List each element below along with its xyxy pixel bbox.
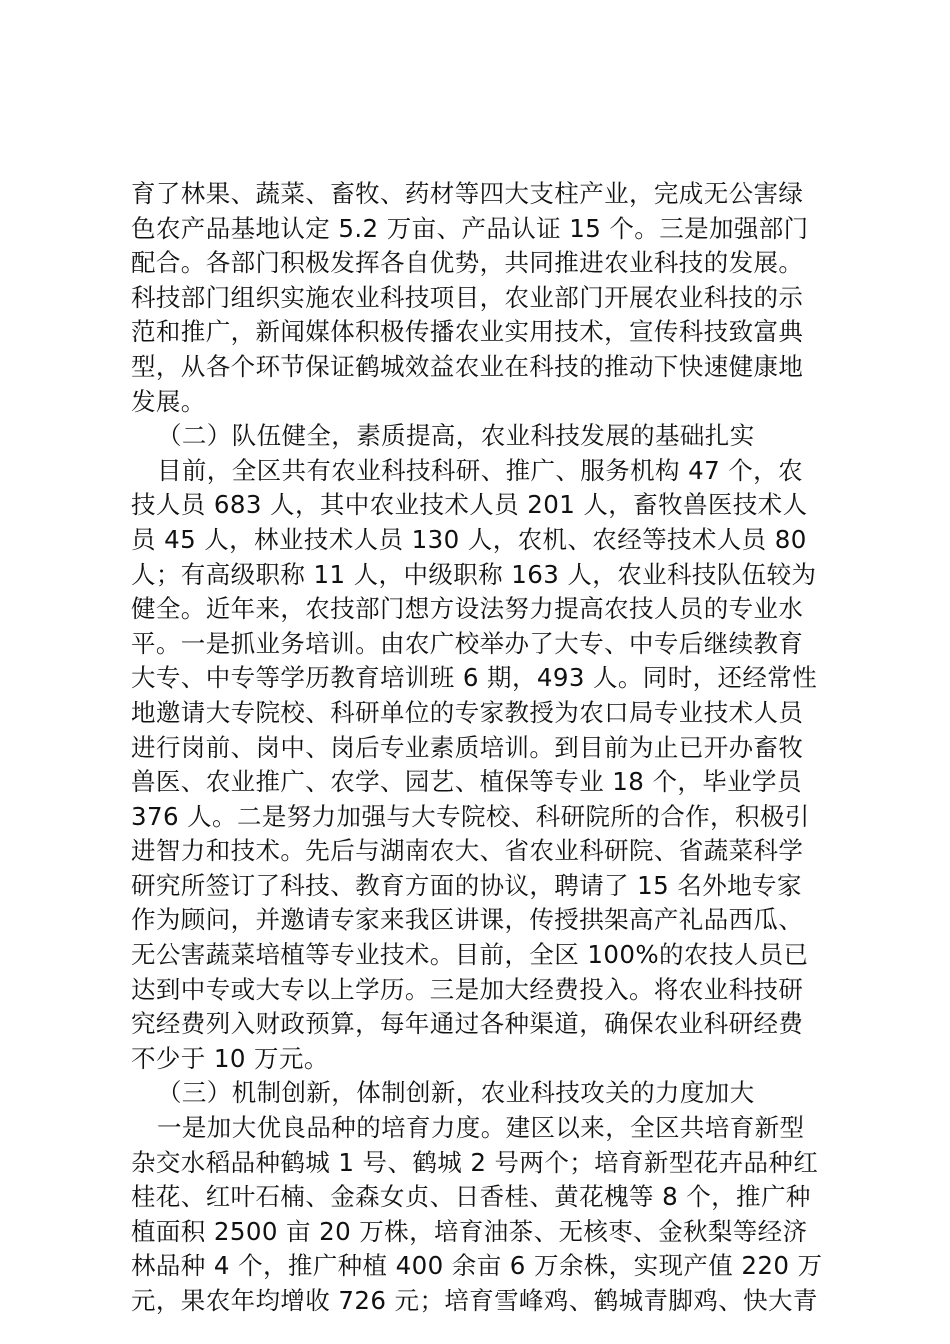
text-line: 元，果农年均增收 726 元；培育雪峰鸡、鹤城青脚鸡、快大青 xyxy=(131,1286,818,1315)
text-line: 无公害蔬菜培植等专业技术。目前，全区 100%的农技人员已 xyxy=(131,940,809,970)
text-line: 育了林果、蔬菜、畜牧、药材等四大支柱产业，完成无公害绿 xyxy=(131,179,804,208)
text-line: 配合。各部门积极发挥各自优势，共同推进农业科技的发展。 xyxy=(131,248,804,278)
text-line: 范和推广，新闻媒体积极传播农业实用技术，宣传科技致富典 xyxy=(131,317,804,347)
text-line: 目前，全区共有农业科技科研、推广、服务机构 47 个，农 xyxy=(157,455,803,485)
text-line: 平。一是抓业务培训。由农广校举办了大专、中专后继续教育 xyxy=(131,628,804,658)
text-line: 林品种 4 个，推广种植 400 余亩 6 万余株，实现产值 220 万 xyxy=(131,1251,823,1281)
text-line: 地邀请大专院校、科研单位的专家教授为农口局专业技术人员 xyxy=(131,697,804,727)
text-line: 健全。近年来，农技部门想方设法努力提高农技人员的专业水 xyxy=(131,594,804,624)
text-line: 植面积 2500 亩 20 万株，培育油茶、无核枣、金秋梨等经济 xyxy=(131,1216,808,1246)
text-line: 型，从各个环节保证鹤城效益农业在科技的推动下快速健康地 xyxy=(131,351,804,381)
text-line: 376 人。二是努力加强与大专院校、科研院所的合作，积极引 xyxy=(131,801,810,831)
text-line: 作为顾问，并邀请专家来我区讲课，传授拱架高产礼品西瓜、 xyxy=(131,905,804,935)
text-line: 员 45 人，林业技术人员 130 人，农机、农经等技术人员 80 xyxy=(131,524,807,554)
text-line: 大专、中专等学历教育培训班 6 期，493 人。同时，还经常性 xyxy=(131,663,818,693)
text-line: 色农产品基地认定 5.2 万亩、产品认证 15 个。三是加强部门 xyxy=(131,213,809,243)
text-line: 一是加大优良品种的培育力度。建区以来，全区共培育新型 xyxy=(157,1113,805,1143)
text-line: 科技部门组织实施农业科技项目，农业部门开展农业科技的示 xyxy=(131,282,804,312)
body-text xyxy=(131,177,831,1319)
text-line: 杂交水稻品种鹤城 1 号、鹤城 2 号两个；培育新型花卉品种红 xyxy=(131,1147,819,1177)
text-line: 人；有高级职称 11 人，中级职称 163 人，农业科技队伍较为 xyxy=(131,559,817,589)
text-line: 技人员 683 人，其中农业技术人员 201 人，畜牧兽医技术人 xyxy=(131,490,808,520)
text-line: 研究所签订了科技、教育方面的协议，聘请了 15 名外地专家 xyxy=(131,870,802,900)
text-line: 不少于 10 万元。 xyxy=(131,1043,329,1073)
text-line: 发展。 xyxy=(131,386,206,416)
text-line: 达到中专或大专以上学历。三是加大经费投入。将农业科技研 xyxy=(131,974,804,1004)
section-heading: （二）队伍健全，素质提高，农业科技发展的基础扎实 xyxy=(157,421,755,451)
section-heading: （三）机制创新，体制创新，农业科技攻关的力度加大 xyxy=(157,1078,755,1108)
text-line: 进智力和技术。先后与湖南农大、省农业科研院、省蔬菜科学 xyxy=(131,836,804,866)
text-line: 兽医、农业推广、农学、园艺、植保等专业 18 个，毕业学员 xyxy=(131,767,802,797)
text-line: 桂花、红叶石楠、金森女贞、日香桂、黄花槐等 8 个，推广种 xyxy=(131,1182,811,1212)
text-line: 究经费列入财政预算，每年通过各种渠道，确保农业科研经费 xyxy=(131,1009,804,1039)
text-line: 进行岗前、岗中、岗后专业素质培训。到目前为止已开办畜牧 xyxy=(131,732,804,762)
